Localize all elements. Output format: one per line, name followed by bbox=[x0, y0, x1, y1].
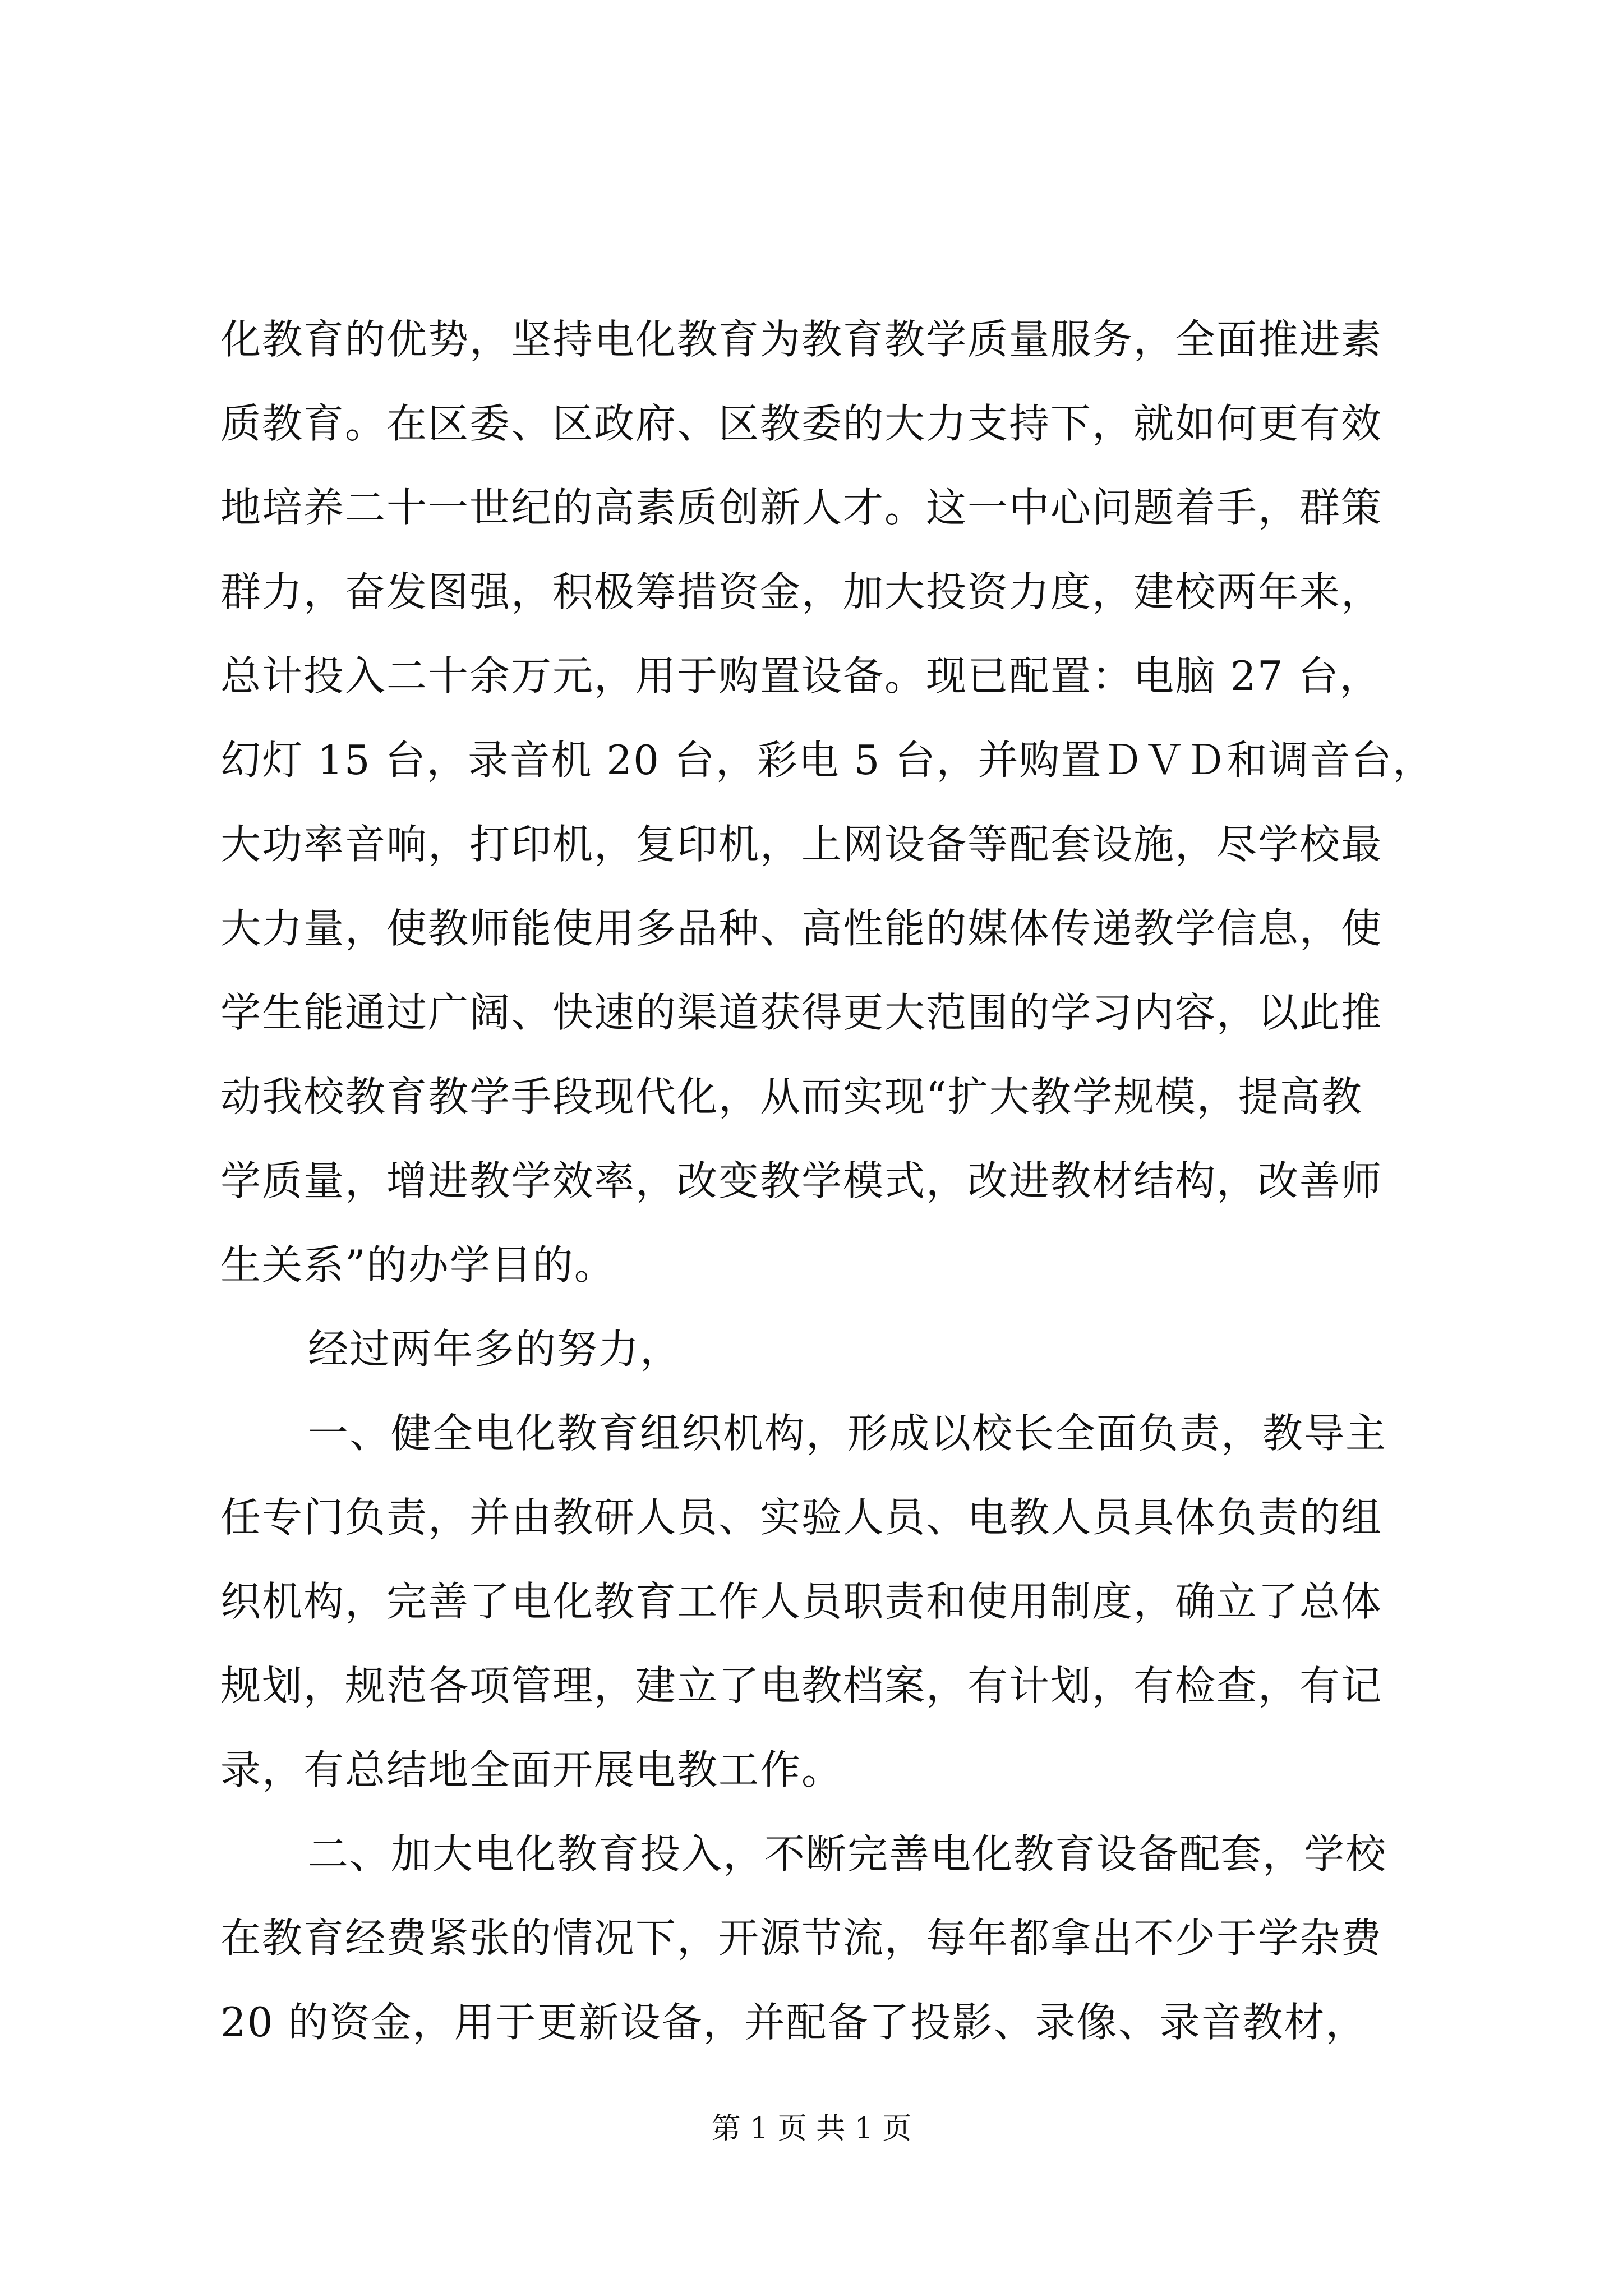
text-line: 动我校教育教学手段现代化，从而实现“扩大教学规模，提高教 bbox=[220, 1073, 1363, 1120]
text-line: 20 的资金，用于更新设备，并配备了投影、录像、录音教材， bbox=[220, 1999, 1367, 2046]
text-line: 质教育。在区委、区政府、区教委的大力支持下，就如何更有效 bbox=[220, 400, 1383, 447]
text-line: 学质量，增进教学效率，改变教学模式，改进教材结构，改善师 bbox=[220, 1157, 1383, 1204]
text-line: 录，有总结地全面开展电教工作。 bbox=[220, 1746, 843, 1793]
text-line: 大功率音响，打印机，复印机，上网设备等配套设施，尽学校最 bbox=[220, 821, 1383, 868]
text-line: 化教育的优势，坚持电化教育为教育教学质量服务，全面推进素 bbox=[220, 316, 1383, 363]
text-line: 在教育经费紧张的情况下，开源节流，每年都拿出不少于学杂费 bbox=[220, 1915, 1383, 1962]
text-line: 生关系”的办学目的。 bbox=[220, 1241, 616, 1289]
text-line: 任专门负责，并由教研人员、实验人员、电教人员具体负责的组 bbox=[220, 1494, 1383, 1541]
text-line: 大力量，使教师能使用多品种、高性能的媒体传递教学信息，使 bbox=[220, 905, 1383, 952]
text-line: 规划，规范各项管理，建立了电教档案，有计划，有检查，有记 bbox=[220, 1662, 1383, 1709]
text-line: 总计投入二十余万元，用于购置设备。现已配置：电脑 27 台， bbox=[220, 652, 1381, 700]
paragraph-start-line: 一、健全电化教育组织机构，形成以校长全面负责，教导主 bbox=[308, 1410, 1387, 1457]
text-line: 学生能通过广阔、快速的渠道获得更大范围的学习内容，以此推 bbox=[220, 989, 1383, 1036]
text-line: 地培养二十一世纪的高素质创新人才。这一中心问题着手，群策 bbox=[220, 484, 1383, 531]
text-line: 幻灯 15 台，录音机 20 台，彩电 5 台，并购置ＤＶＤ和调音台， bbox=[220, 737, 1435, 784]
paragraph-start-line: 二、加大电化教育投入，不断完善电化教育设备配套，学校 bbox=[308, 1830, 1387, 1878]
text-line: 织机构，完善了电化教育工作人员职责和使用制度，确立了总体 bbox=[220, 1578, 1383, 1625]
text-line: 群力，奋发图强，积极筹措资金，加大投资力度，建校两年来， bbox=[220, 568, 1383, 615]
paragraph-start-line: 经过两年多的努力， bbox=[308, 1326, 682, 1373]
page-footer: 第 1 页 共 1 页 bbox=[711, 2112, 912, 2146]
body-text bbox=[220, 297, 1435, 2064]
